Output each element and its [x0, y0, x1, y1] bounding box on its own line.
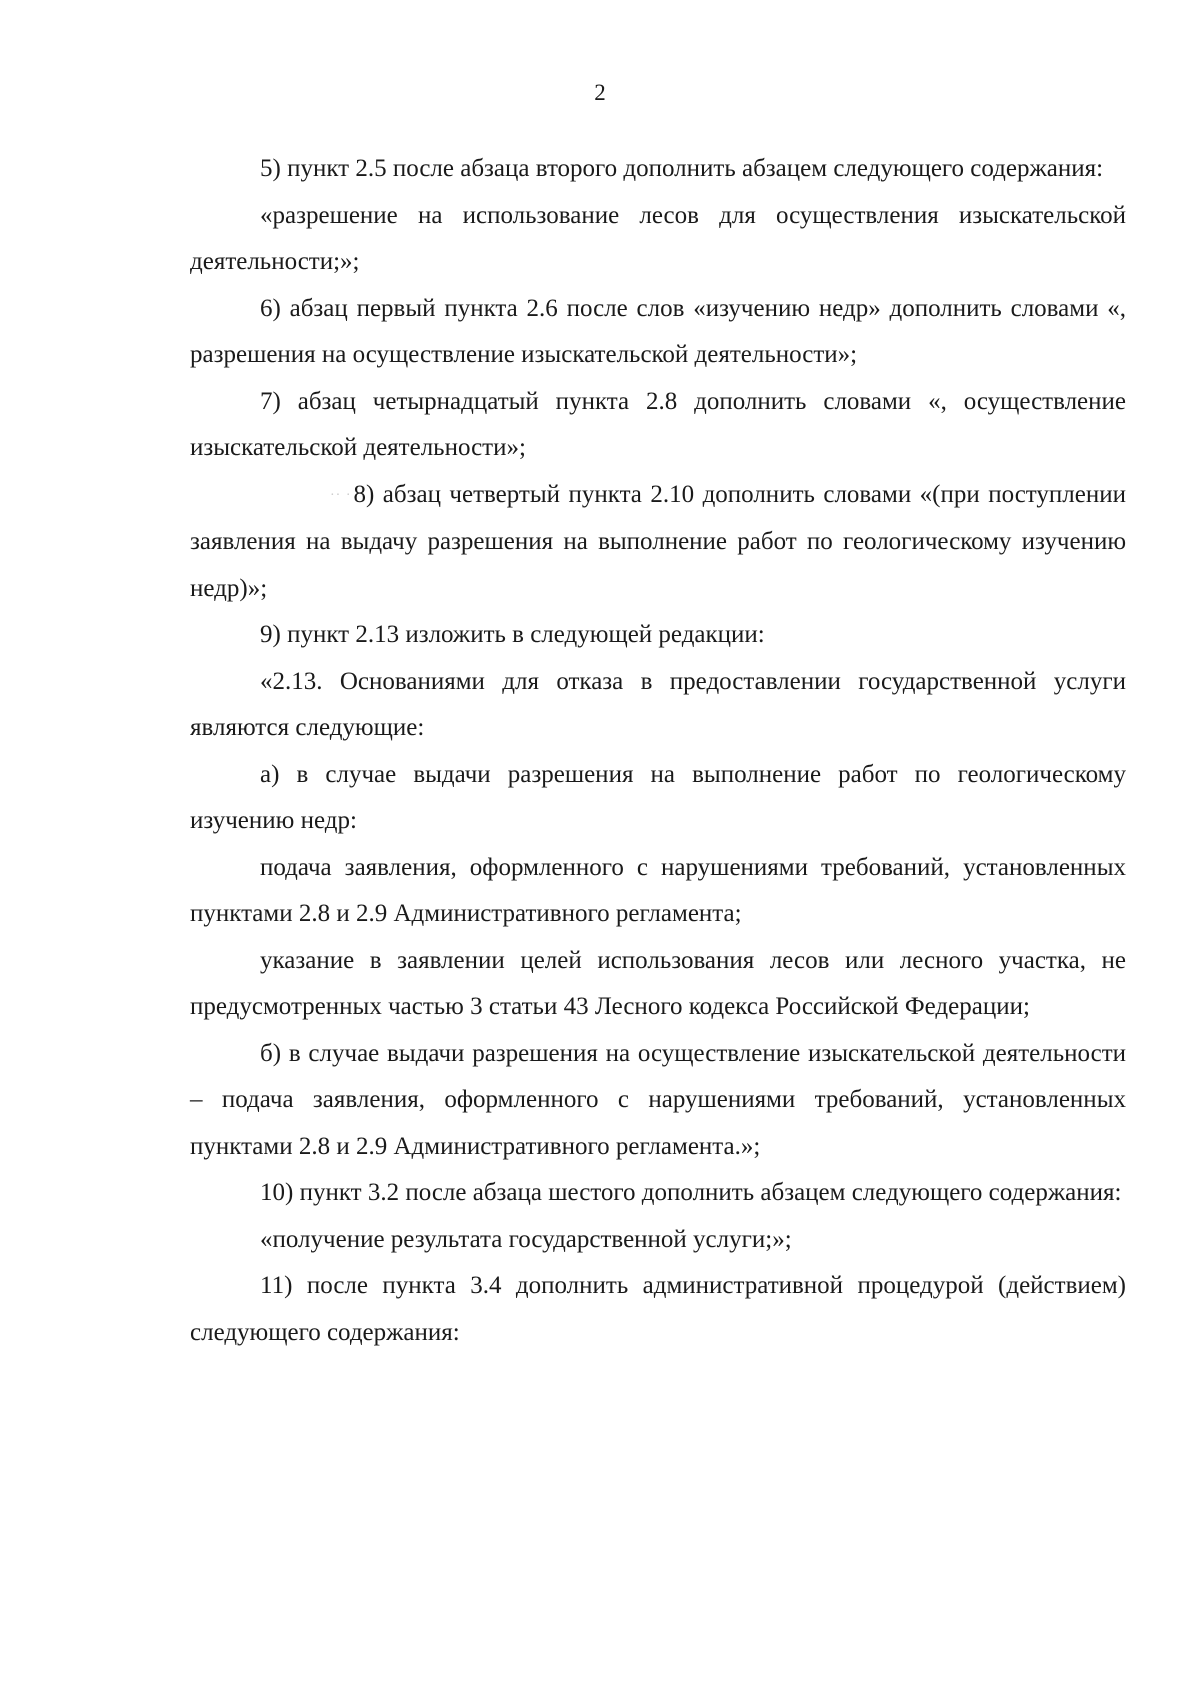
page-number: 2 [594, 80, 606, 105]
paragraph-item-11: 11) после пункта 3.4 дополнить административной процедурой (действием) следующего содержания: [190, 1272, 1126, 1346]
paragraph-subitem-a: а) в случае выдачи разрешения на выполнение работ по геологическому изучению недр: [190, 760, 1126, 835]
document-body [190, 146, 1126, 1356]
paragraph-quote-result: «получение результата государственной услуги;»; [260, 1225, 792, 1253]
paragraph-item-7: 7) абзац четырнадцатый пункта 2.8 дополнить словами «, осуществление изыскательской деятельности»; [190, 387, 1126, 461]
paragraph-subitem-a-reason-1: подача заявления, оформленного с нарушениями требований, установленных пунктами 2.8 и 2.9 Административного регламента; [190, 853, 1126, 928]
paragraph-item-9: 9) пункт 2.13 изложить в следующей редакции: [260, 621, 765, 649]
paragraph-item-10: 10) пункт 3.2 после абзаца шестого дополнить абзацем следующего содержания: [260, 1179, 1122, 1207]
paragraph-point-2-13: «2.13. Основаниями для отказа в предоставлении государственной услуги являются следующие: [190, 667, 1126, 742]
paragraph-item-6: 6) абзац первый пункта 2.6 после слов «изучению недр» дополнить словами «, разрешения на осуществление изыскательской деятельности»; [190, 294, 1126, 368]
paragraph-subitem-a-reason-2: указание в заявлении целей использования лесов или лесного участка, не предусмотренных частью 3 статьи 43 Лесного кодекса Российской Федерации; [190, 946, 1126, 1021]
scan-artifact-mark: ·· · [330, 487, 352, 503]
paragraph-quote-exploration-permit: «разрешение на использование лесов для осуществления изыскательской деятельности;»; [190, 201, 1126, 275]
paragraph-item-8-text: 8) абзац четвертый пункта 2.10 дополнить словами «(при поступлении заявления на выдачу разрешения на выполнение работ по геологическому изучению недр)»; [190, 480, 1126, 602]
paragraph-item-5: 5) пункт 2.5 после абзаца второго дополнить абзацем следующего содержания: [260, 155, 1104, 182]
paragraph-item-8 [190, 472, 1126, 613]
paragraph-subitem-b: б) в случае выдачи разрешения на осуществление изыскательской деятельности – подача заявления, оформленного с нарушениями требований, установленных пунктами 2.8 и 2.9 Административного регламента.»; [190, 1039, 1126, 1160]
